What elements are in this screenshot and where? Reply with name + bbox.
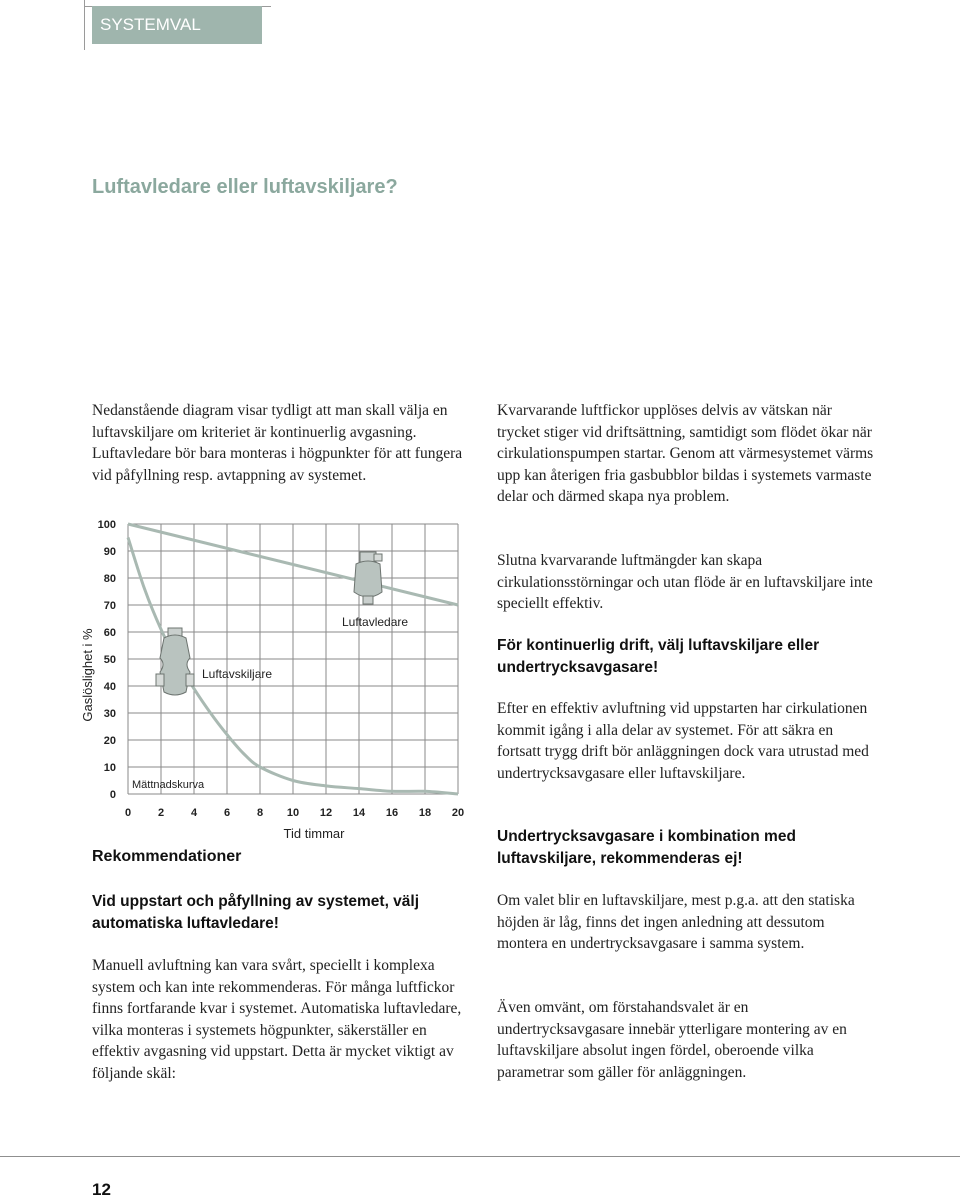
luftavledare-device-icon — [354, 552, 382, 604]
y-axis-label: Gaslöslighet i % — [80, 628, 95, 722]
y-tick-label: 10 — [103, 762, 116, 774]
annotation-luftavledare: Luftavledare — [342, 615, 409, 629]
annotation-luftavskiljare: Luftavskiljare — [202, 667, 273, 681]
y-tick-label: 20 — [103, 735, 116, 747]
reverse-case-paragraph: Även omvänt, om förstahandsvalet är en undertrycksavgasare innebär ytterligare montering av en luftavskiljare absolut ingen fördel, oberoende vilka parametrar som gäller för anläggningen. — [497, 999, 847, 1081]
y-tick-label: 40 — [103, 681, 116, 693]
y-tick-label: 60 — [103, 627, 116, 639]
static-height-paragraph: Om valet blir en luftavskiljare, mest p.g.a. att den statiska höjden är låg, finns det ingen anledning att dessutom montera en undertrycksavgasare i samma system. — [497, 892, 855, 952]
page-title: Luftavledare eller luftavskiljare? — [92, 176, 398, 198]
x-tick-label: 6 — [223, 807, 231, 819]
y-tick-label: 100 — [97, 519, 116, 531]
y-tick-label: 70 — [103, 600, 116, 612]
combination-warning-heading: Undertrycksavgasare i kombination med luftavskiljare, rekommenderas ej! — [497, 828, 796, 867]
x-tick-label: 18 — [418, 807, 432, 819]
manual-venting-paragraph: Manuell avluftning kan vara svårt, speciellt i komplexa system och kan inte rekommenderas. För många luftfickor finns fortfarande kvar i systemet. Automatiska luftavledare, vilka monteras i systemets högpunkter, säkerställer en effektiv avgasning vid uppstart. Detta är mycket viktigt av följande skäl: — [92, 957, 462, 1082]
x-axis-label: Tid timmar — [283, 826, 345, 841]
effective-venting-paragraph: Efter en effektiv avluftning vid uppstarten har cirkulationen kommit igång i alla delar av systemet. För att säkra en fortsatt trygg drift bör anläggningen dock vara utrustad med undertrycksavgasare eller luftavskiljare. — [497, 700, 869, 782]
x-tick-label: 0 — [124, 807, 132, 819]
y-tick-label: 50 — [103, 654, 116, 666]
luftavskiljare-device-icon — [156, 628, 194, 695]
x-tick-label: 8 — [256, 807, 264, 819]
intro-paragraph: Nedanstående diagram visar tydligt att man skall välja en luftavskiljare om kriteriet är kontinuerlig avgasning. Luftavledare bör bara monteras i högpunkter för att fungera vid påfyllning resp. avtappning av systemet. — [92, 402, 463, 484]
footer-divider — [0, 1156, 960, 1157]
residual-air-paragraph: Kvarvarande luftfickor upplöses delvis av vätskan när trycket stiger vid driftsättning, samtidigt som flödet ökar när cirkulationspumpen startar. Genom att värmesystemet värms upp kan återigen fria gasbubblor bildas i systemets varmaste delar och därmed skapa nya problem. — [497, 402, 874, 505]
annotation-mattnadskurva: Mättnadskurva — [132, 779, 205, 791]
startup-recommendation: Vid uppstart och påfyllning av systemet, välj automatiska luftavledare! — [92, 893, 420, 932]
section-tab: SYSTEMVAL — [92, 6, 262, 44]
y-tick-label: 80 — [103, 573, 116, 585]
y-tick-label: 90 — [103, 546, 116, 558]
page-number: 12 — [92, 1180, 111, 1199]
gas-solubility-chart — [74, 510, 474, 850]
y-tick-label: 0 — [109, 789, 116, 801]
continuous-operation-heading: För kontinuerlig drift, välj luftavskiljare eller undertrycksavgasare! — [497, 637, 820, 676]
recommendations-heading: Rekommendationer — [92, 848, 242, 865]
x-axis-ticks — [125, 807, 464, 819]
x-tick-label: 16 — [385, 807, 399, 819]
x-tick-label: 20 — [451, 807, 465, 819]
y-tick-label: 30 — [103, 708, 116, 720]
x-tick-label: 14 — [352, 807, 366, 819]
y-axis-ticks — [98, 519, 116, 801]
x-tick-label: 12 — [319, 807, 333, 819]
x-tick-label: 10 — [286, 807, 300, 819]
x-tick-label: 4 — [190, 807, 198, 819]
x-tick-label: 2 — [157, 807, 165, 819]
circulation-paragraph: Slutna kvarvarande luftmängder kan skapa cirkulationsstörningar och utan flöde är en luftavskiljare inte speciellt effektiv. — [497, 552, 873, 612]
